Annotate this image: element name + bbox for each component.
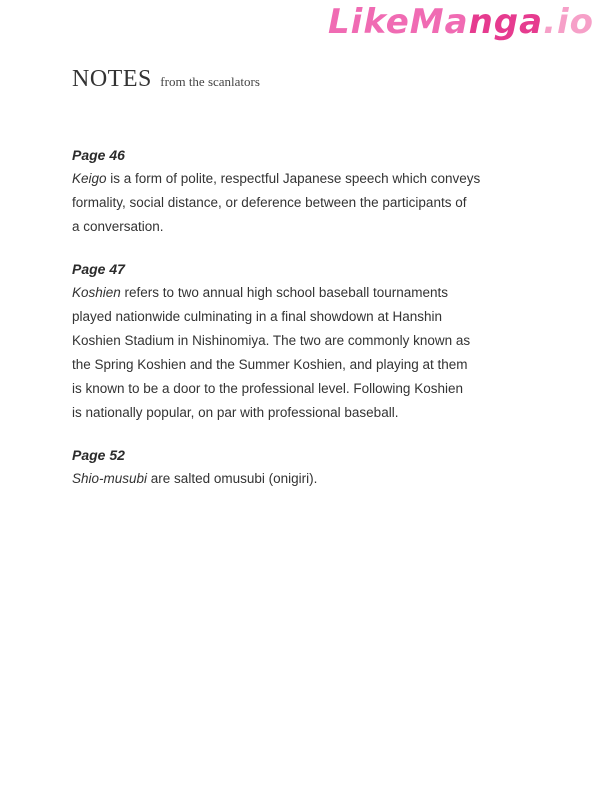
note-text: refers to two annual high school baseball tournaments <box>120 285 448 300</box>
note-page-46 <box>72 143 512 239</box>
note-term: Koshien <box>72 285 121 300</box>
note-line: the Spring Koshien and the Summer Koshien, and playing at them <box>72 357 468 372</box>
note-term: Keigo <box>72 171 107 186</box>
note-line: a conversation. <box>72 219 164 234</box>
note-line: is nationally popular, on par with professional baseball. <box>72 405 399 420</box>
note-page-52 <box>72 443 512 491</box>
note-text: is a form of polite, respectful Japanese speech which conveys <box>106 171 481 186</box>
note-line <box>72 167 512 191</box>
note-page-heading: Page 46 <box>72 147 125 163</box>
site-watermark-logo <box>328 2 594 42</box>
note-line <box>72 281 512 305</box>
note-body <box>72 467 512 491</box>
note-body <box>72 167 512 239</box>
note-line: played nationwide culminating in a final showdown at Hanshin <box>72 309 442 324</box>
notes-header <box>72 66 260 93</box>
watermark-part-3: .io <box>543 2 594 42</box>
note-term: Shio-musubi <box>72 471 148 486</box>
notes-subtitle: from the scanlators <box>160 74 260 89</box>
note-line: Koshien Stadium in Nishinomiya. The two are commonly known as <box>72 333 471 348</box>
note-page-heading: Page 47 <box>72 261 125 277</box>
note-body <box>72 281 512 425</box>
note-line: formality, social distance, or deference between the participants of <box>72 195 467 210</box>
notes-title: NOTES <box>72 66 152 92</box>
note-line <box>72 467 512 491</box>
note-text: are salted omusubi (onigiri). <box>147 471 318 486</box>
watermark-part-2: nga <box>468 2 544 42</box>
note-page-heading: Page 52 <box>72 447 125 463</box>
watermark-part-1: LikeMa <box>328 2 469 42</box>
note-line: is known to be a door to the professional level. Following Koshien <box>72 381 463 396</box>
note-page-47 <box>72 257 512 425</box>
